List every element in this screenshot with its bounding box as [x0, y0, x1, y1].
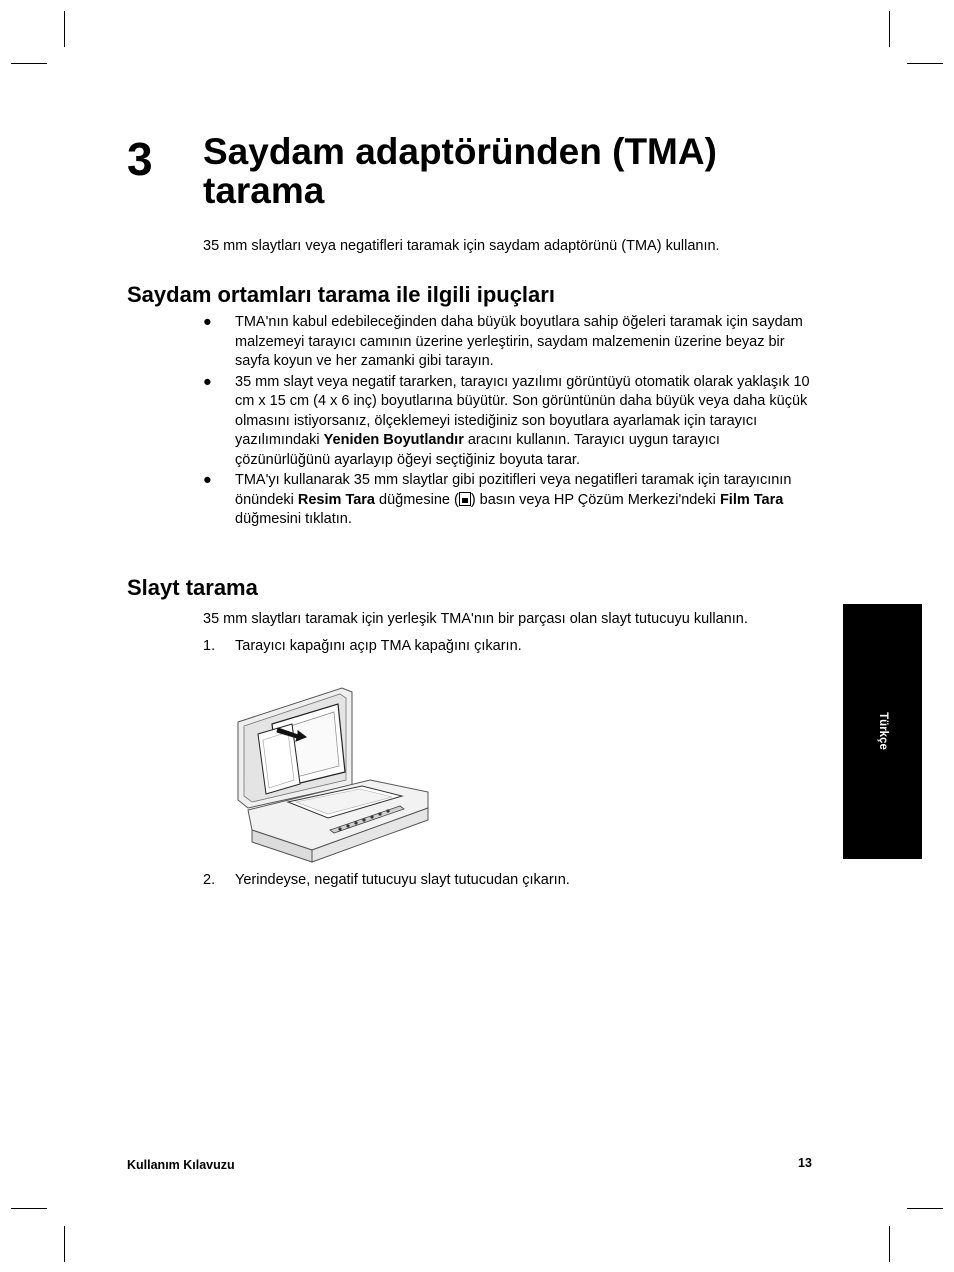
bullet: ●: [203, 472, 212, 488]
chapter-intro: 35 mm slaytları veya negatifleri taramak için saydam adaptörünü (TMA) kullanın.: [203, 238, 720, 254]
scan-picture-icon: [459, 492, 471, 506]
step-number: 2.: [203, 872, 216, 888]
tip-text: 35 mm slayt veya negatif tararken, tarayıcı yazılımı görüntüyü otomatik olarak yaklaşık 10 cm x 15 cm (4 x 6 inç) boyutlarına büyütür. Son görüntünün daha büyük veya daha küçük olmasını istiyorsanız, ölçeklemeyi istediğiniz son boyutlara ayarlamak için tarayıcı yazılımındaki: [235, 373, 810, 448]
bullet: ●: [203, 373, 212, 390]
step-text: Tarayıcı kapağını açıp TMA kapağını çıkarın.: [235, 638, 522, 654]
chapter-title: Saydam adaptöründen (TMA) tarama: [203, 131, 717, 211]
tip-text: TMA'yı kullanarak 35 mm slaytlar gibi pozitifleri veya negatifleri taramak için tarayıcının önündeki: [235, 472, 792, 508]
page-number: 13: [798, 1156, 812, 1170]
language-tab: [843, 604, 922, 859]
tips-list: [203, 313, 813, 531]
crop-mark: [11, 1208, 47, 1209]
list-item: [203, 313, 813, 372]
scan-picture-button-name: Resim Tara: [297, 491, 375, 508]
crop-mark: [889, 1226, 890, 1262]
tip-text: düğmesini tıklatın.: [235, 511, 352, 527]
crop-mark: [64, 1226, 65, 1262]
step-number: 1.: [203, 638, 216, 654]
crop-mark: [907, 1208, 943, 1209]
scan-film-button-name: Film Tara: [719, 491, 784, 508]
crop-mark: [64, 11, 65, 47]
tip-text: düğmesine (: [375, 491, 459, 508]
crop-mark: [907, 63, 943, 64]
crop-mark: [889, 11, 890, 47]
list-item: [203, 373, 813, 471]
bullet: ●: [203, 314, 212, 330]
tips-heading: Saydam ortamları tarama ile ilgili ipuçları: [127, 282, 555, 307]
tip-text: ) basın veya HP Çözüm Merkezi'ndeki: [470, 491, 720, 508]
crop-mark: [11, 63, 47, 64]
footer-title: Kullanım Kılavuzu: [127, 1158, 235, 1172]
step-text: Yerindeyse, negatif tutucuyu slayt tutucudan çıkarın.: [235, 872, 570, 888]
scanner-illustration: [230, 680, 435, 865]
slide-heading: Slayt tarama: [127, 575, 258, 600]
resize-tool-name: Yeniden Boyutlandır: [323, 432, 464, 448]
list-item: [203, 471, 813, 530]
tip-text: TMA'nın kabul edebileceğinden daha büyük boyutlara sahip öğeleri taramak için saydam malzemeyi tarayıcı camının üzerine yerleştirin, saydam malzemenin üzerine beyaz bir sayfa koyun ve her zamanki gibi tarayın.: [235, 314, 803, 369]
tip-text: aracını kullanın. Tarayıcı uygun tarayıcı çözünürlüğünü ayarlayıp öğeyi seçtiğiniz boyuta tarar.: [235, 432, 720, 468]
language-label: Türkçe: [876, 712, 889, 750]
slide-intro: 35 mm slaytları taramak için yerleşik TMA'nın bir parçası olan slayt tutucuyu kullanın.: [203, 611, 748, 627]
chapter-number: 3: [127, 133, 153, 185]
